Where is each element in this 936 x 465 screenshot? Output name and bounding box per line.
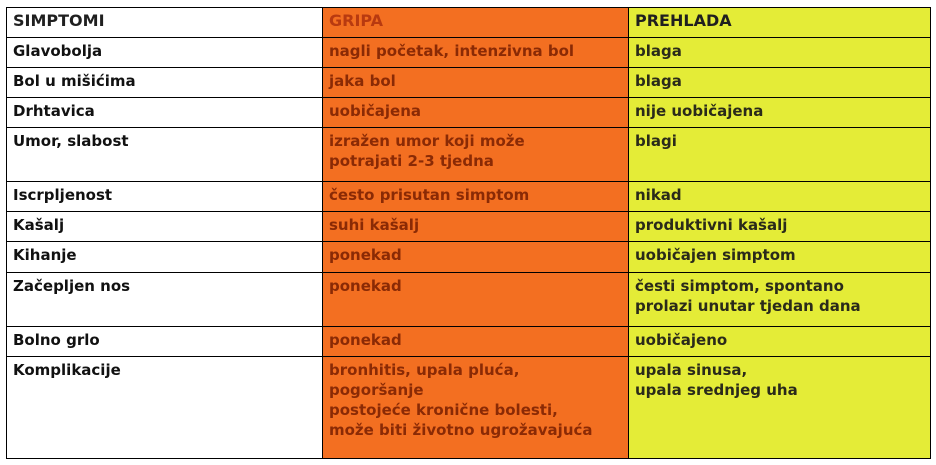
- flu-cell: [323, 98, 629, 128]
- flu-cell: [323, 128, 629, 182]
- table-row: [7, 242, 931, 272]
- flu-text: može biti životno ugrožavajuća: [329, 420, 593, 439]
- symptom-cell: Glavobolja: [7, 38, 323, 68]
- table-row: [7, 98, 931, 128]
- cold-text: česti simptom, spontano: [635, 276, 844, 295]
- cold-text: nikad: [635, 186, 682, 205]
- cold-cell: [629, 128, 931, 182]
- cold-cell: [629, 242, 931, 272]
- cold-text: upala srednjeg uha: [635, 380, 798, 399]
- flu-text: izražen umor koji može: [329, 132, 525, 151]
- flu-text: uobičajena: [329, 102, 421, 121]
- cold-text: upala sinusa,: [635, 360, 748, 379]
- cold-text: blaga: [635, 72, 682, 91]
- flu-cell: [323, 242, 629, 272]
- cold-cell: [629, 272, 931, 326]
- symptom-cell: Umor, slabost: [7, 128, 323, 182]
- table-header-row: [7, 8, 931, 38]
- cold-cell: [629, 98, 931, 128]
- table-body: [7, 38, 931, 459]
- cold-cell: [629, 356, 931, 458]
- cold-text: prolazi unutar tjedan dana: [635, 296, 861, 315]
- flu-cell: [323, 272, 629, 326]
- symptom-cell: Bol u mišićima: [7, 68, 323, 98]
- header-cold: PREHLADA: [629, 8, 931, 38]
- flu-text: bronhitis, upala pluća,: [329, 360, 520, 379]
- table-row: [7, 212, 931, 242]
- symptom-cell: Bolno grlo: [7, 326, 323, 356]
- flu-text: potrajati 2-3 tjedna: [329, 152, 494, 171]
- cold-text: uobičajen simptom: [635, 246, 796, 265]
- flu-vs-cold-table: [6, 7, 931, 459]
- symptom-cell: Iscrpljenost: [7, 182, 323, 212]
- table-row: [7, 182, 931, 212]
- cold-cell: [629, 38, 931, 68]
- flu-text: nagli početak, intenzivna bol: [329, 42, 575, 60]
- cold-text: produktivni kašalj: [635, 216, 788, 235]
- flu-text: postojeće kronične bolesti,: [329, 400, 558, 419]
- flu-cell: [323, 182, 629, 212]
- symptom-cell: Drhtavica: [7, 98, 323, 128]
- table-row: [7, 326, 931, 356]
- flu-text: ponekad: [329, 276, 402, 295]
- cold-cell: [629, 326, 931, 356]
- table-row: [7, 38, 931, 68]
- cold-cell: [629, 182, 931, 212]
- table-row: [7, 272, 931, 326]
- flu-cell: [323, 68, 629, 98]
- symptom-cell: Komplikacije: [7, 356, 323, 458]
- cold-text: nije uobičajena: [635, 102, 764, 121]
- table-row: [7, 128, 931, 182]
- flu-text: pogoršanje: [329, 380, 424, 399]
- cold-cell: [629, 68, 931, 98]
- table-row: [7, 356, 931, 458]
- symptom-cell: Začepljen nos: [7, 272, 323, 326]
- flu-cell: [323, 38, 629, 68]
- flu-text: ponekad: [329, 246, 402, 265]
- header-flu: GRIPA: [323, 8, 629, 38]
- cold-text: blagi: [635, 132, 677, 151]
- flu-text: jaka bol: [329, 72, 396, 91]
- cold-text: blaga: [635, 42, 682, 60]
- cold-cell: [629, 212, 931, 242]
- symptom-cell: Kašalj: [7, 212, 323, 242]
- symptom-cell: Kihanje: [7, 242, 323, 272]
- flu-cell: [323, 356, 629, 458]
- flu-cell: [323, 326, 629, 356]
- flu-text: često prisutan simptom: [329, 186, 530, 205]
- table-row: [7, 68, 931, 98]
- flu-cell: [323, 212, 629, 242]
- cold-text: uobičajeno: [635, 330, 728, 349]
- comparison-table-container: [6, 7, 930, 459]
- flu-text: ponekad: [329, 330, 402, 349]
- flu-text: suhi kašalj: [329, 216, 420, 235]
- header-symptoms: SIMPTOMI: [7, 8, 323, 38]
